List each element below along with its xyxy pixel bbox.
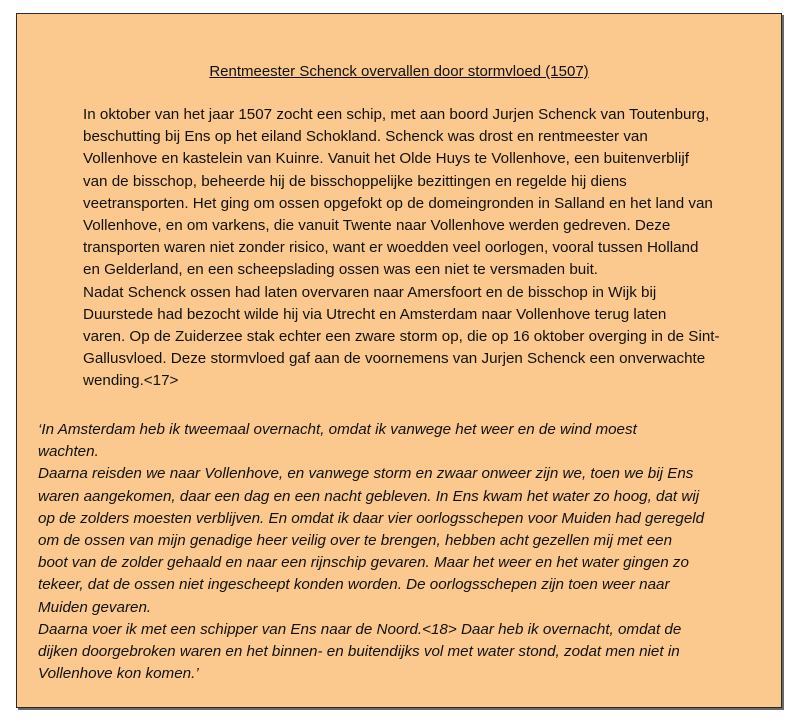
quote-line: ‘In Amsterdam heb ik tweemaal overnacht, omdat ik vanwege het weer en de wind moest (38, 421, 637, 438)
quote-line: dijken doorgebroken waren en het binnen- en buitendijks vol met water stond, zodat men niet in (38, 643, 680, 661)
main-paragraph (83, 104, 783, 393)
quote-line: Daarna reisden we naar Vollenhove, en vanwege storm en zwaar onweer zijn we, toen we bij Ens (38, 465, 694, 483)
paragraph-line: varen. Op de Zuiderzee stak echter een zware storm op, die op 16 oktober overging in de Sint- (83, 328, 720, 346)
paragraph-line: Nadat Schenck ossen had laten overvaren naar Amersfoort en de bisschop in Wijk bij (83, 283, 657, 301)
paragraph-line: veetransporten. Het ging om ossen opgefokt op de domeingronden in Salland en het land van (83, 194, 713, 212)
paragraph-line: Vollenhove en kastelein van Kuinre. Vanuit het Olde Huys te Vollenhove, een buitenverblijf (83, 150, 689, 168)
quote-line: boot van de zolder gehaald en naar een rijnschip gevaren. Maar het weer en het water gingen zo (38, 554, 689, 572)
paragraph-line: Gallusvloed. Deze stormvloed gaf aan de voornemens van Jurjen Schenck een onverwachte (83, 350, 706, 368)
paragraph-line: Vollenhove, en om varkens, die vanuit Twente naar Vollenhove werden gedreven. Deze (83, 217, 671, 235)
paragraph-line: en Gelderland, en een scheepslading ossen was een niet te versmaden buit. (83, 261, 599, 279)
paragraph-line: beschutting bij Ens op het eiland Schokland. Schenck was drost en rentmeester van (83, 128, 648, 146)
paragraph-line: Duurstede had bezocht wilde hij via Utrecht en Amsterdam naar Vollenhove terug laten (83, 305, 667, 323)
quote-line: Muiden gevaren. (38, 598, 152, 616)
quote-line: om de ossen van mijn genadige heer veilig over te brengen, hebben acht gezellen mij met een (38, 532, 673, 550)
paragraph-line: transporten waren niet zonder risico, want er woedden veel oorlogen, vooral tussen Holland (83, 239, 699, 257)
quote-block (38, 419, 778, 685)
quote-line: Daarna voer ik met een schipper van Ens naar de Noord.<18> Daar heb ik overnacht, omdat de (38, 620, 682, 638)
quote-line: waren aangekomen, daar een dag en een nacht gebleven. In Ens kwam het water zo hoog, dat wij (38, 487, 700, 505)
document-title: Rentmeester Schenck overvallen door stormvloed (1507) (209, 63, 589, 80)
quote-line: wachten. (38, 443, 99, 461)
quote-line: op de zolders moesten verblijven. En omdat ik daar vier oorlogsschepen voor Muiden had geregeld (38, 509, 705, 527)
paragraph-line: van de bisschop, beheerde hij de bisschoppelijke bezittingen en regelde hij diens (83, 172, 627, 190)
paragraph-line: In oktober van het jaar 1507 zocht een schip, met aan boord Jurjen Schenck van Toutenburg, (83, 106, 710, 123)
quote-line: tekeer, dat de ossen niet ingescheept konden worden. De oorlogsschepen zijn toen weer naar (38, 576, 670, 594)
quote-line: Vollenhove kon komen.’ (38, 665, 199, 683)
document-page (16, 13, 782, 708)
paragraph-line: wending.<17> (83, 372, 179, 390)
